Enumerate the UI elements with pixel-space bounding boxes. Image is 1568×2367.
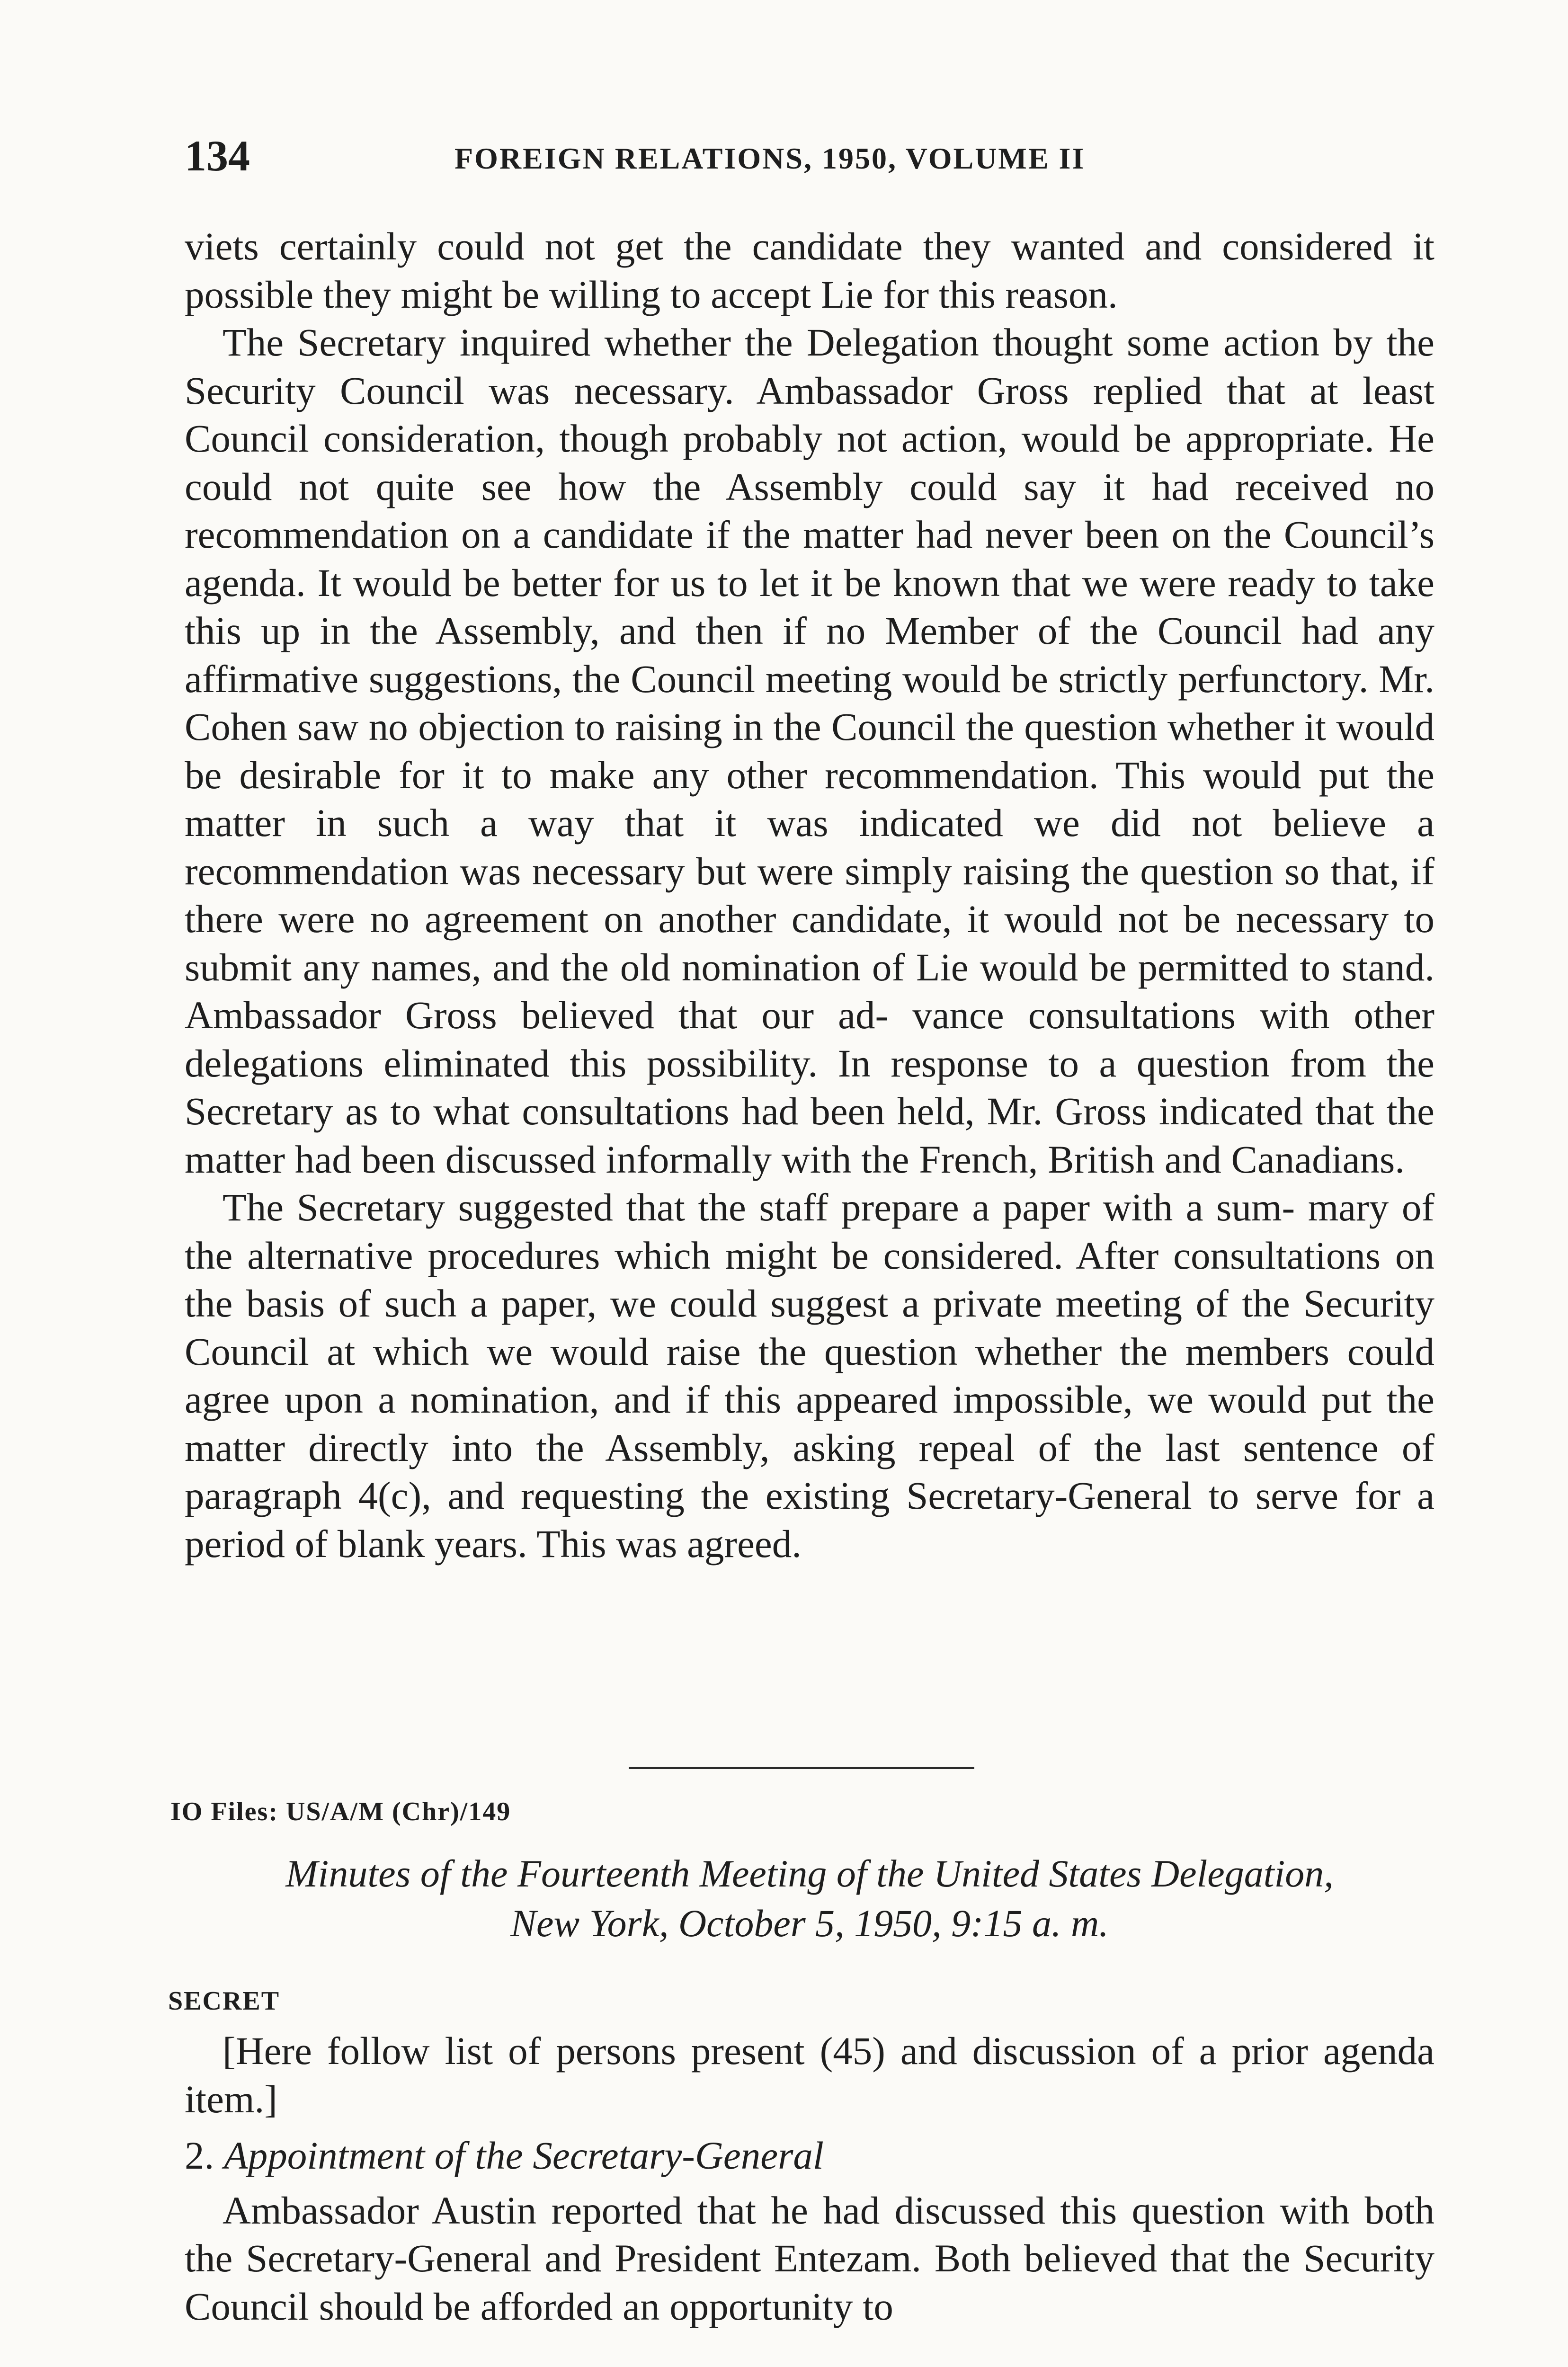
section-divider [629, 1767, 974, 1769]
text-line: blank years. This was agreed. [337, 1522, 802, 1566]
text-line: desirable for it to make any other recommendation. This would put [239, 753, 1369, 797]
paragraph-continuation [185, 222, 1434, 319]
text-line: then if no Member of the Council had any affirmative suggestions, the [185, 609, 1434, 701]
section-title: Appointment of the Secretary-General [224, 2134, 824, 2177]
source-note: IO Files: US/A/M (Chr)/149 [170, 1797, 511, 1826]
text-line: In response to a question from the Secretary as to what consultations [185, 1041, 1435, 1133]
document-title-line-1: Minutes of the Fourteenth Meeting of the United States Delegation, [285, 1852, 1334, 1895]
page-header [185, 131, 1444, 183]
text-line: had been held, Mr. Gross indicated that the matter had been discussed [185, 1089, 1435, 1181]
page-number: 134 [185, 132, 250, 180]
text-line: it possible they might be willing to accept Lie for this reason. [185, 224, 1434, 316]
paragraph-austin-report: Ambassador Austin reported that he had discussed this question with both the Secretary-General and President Entezam. Both believed that the Security Council should be afforded an opportunity to [185, 2188, 1434, 2328]
text-line: meeting of the Security Council at which we would raise the question [185, 1281, 1435, 1373]
text-line: appropriate. He could not quite see how the Assembly could say it [185, 417, 1434, 508]
text-line: had received no recommendation on a candidate if the matter had [185, 464, 1434, 556]
text-line: The Secretary inquired whether the Delegation thought some action [223, 320, 1320, 364]
text-line: Assembly, asking repeal of the last sentence of paragraph 4(c), and [185, 1425, 1434, 1517]
text-line: The Secretary suggested that the staff prepare a paper with a sum- [223, 1185, 1295, 1229]
text-line: vance consultations with other delegations eliminated this possibility. [185, 993, 1435, 1085]
text-line: Council meeting would be strictly perfunctory. Mr. Cohen saw no [185, 657, 1435, 748]
text-line: never been on the Council’s agenda. It would be better for us to let [185, 513, 1435, 605]
text-line: whether the members could agree upon a nomination, and if this [185, 1329, 1435, 1421]
text-line: it be known that we were ready to take this up in the Assembly, and [185, 561, 1435, 652]
document-title [166, 1849, 1453, 1948]
text-line: the matter in such a way that it was indicated we did not believe a [185, 753, 1435, 845]
text-line: informally with the French, British and Canadians. [606, 1137, 1405, 1181]
text-line: so that, if there were no agreement on another candidate, it would [185, 849, 1434, 941]
text-line: would be permitted to stand. Ambassador Gross believed that our ad- [185, 945, 1435, 1037]
text-line: by the Security Council was necessary. Ambassador Gross replied that [185, 320, 1435, 412]
text-line: viets certainly could not get the candidate they wanted and considered [185, 224, 1392, 268]
body-text-bottom [185, 2027, 1434, 2331]
text-line: consultations on the basis of such a paper, we could suggest a private [185, 1233, 1435, 1325]
paragraph-secretary-suggestion [185, 1184, 1434, 1568]
document-title-line-2: New York, October 5, 1950, 9:15 a. m. [510, 1902, 1109, 1945]
section-heading [185, 2132, 1434, 2180]
bracket-note: [Here follow list of persons present (45) and discussion of a prior agenda item.] [185, 2029, 1434, 2121]
text-line: recommendation was necessary but were simply raising the question [185, 849, 1274, 893]
paragraph-delegation-discussion [185, 319, 1434, 1184]
text-line: requesting the existing Secretary-General to serve for a period of [185, 1474, 1434, 1566]
classification-marking: SECRET [168, 1986, 280, 2016]
body-text-top [185, 222, 1434, 1568]
text-line: objection to raising in the Council the question whether it would be [185, 705, 1435, 797]
text-line: not be necessary to submit any names, and the old nomination of Lie [185, 897, 1434, 989]
running-head: FOREIGN RELATIONS, 1950, VOLUME II [454, 142, 1086, 175]
section-number: 2. [185, 2134, 214, 2177]
text-line: appeared impossible, we would put the matter directly into the [185, 1378, 1435, 1469]
text-line: at least Council consideration, though probably not action, would be [185, 368, 1435, 460]
text-line: mary of the alternative procedures which might be considered. After [185, 1185, 1434, 1277]
